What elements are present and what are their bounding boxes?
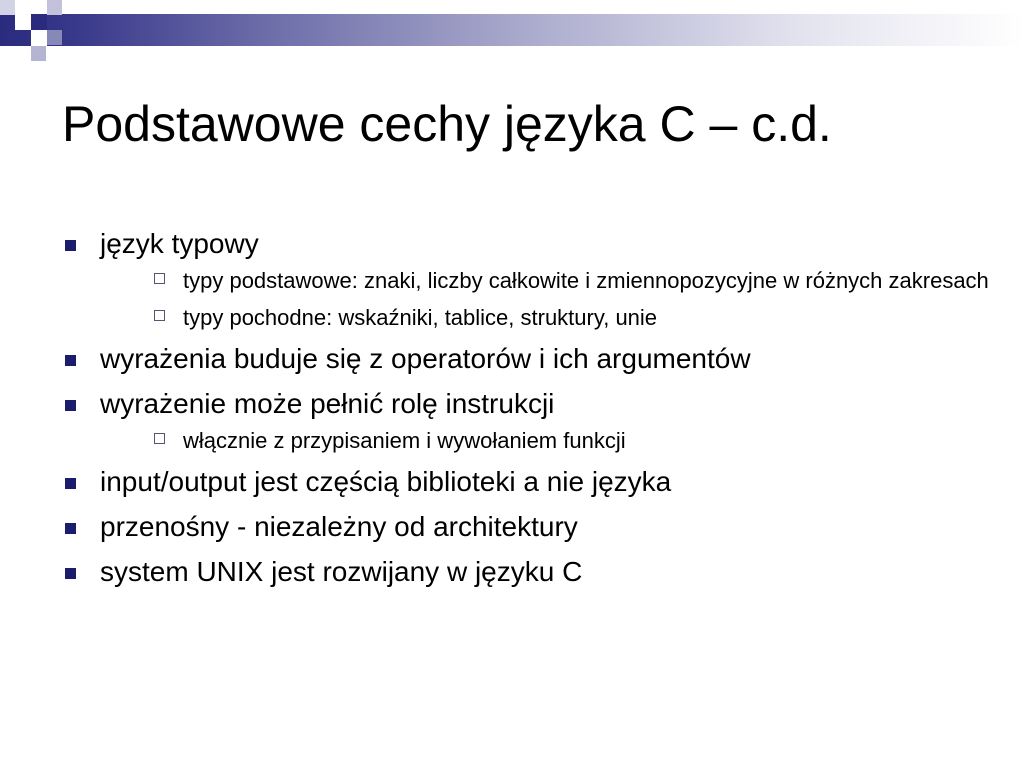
sub-bullet-list [100, 266, 989, 332]
square-bullet-icon [65, 240, 76, 251]
sub-bullet-item [138, 266, 993, 295]
square-bullet-icon [65, 355, 76, 366]
decorative-square [15, 14, 31, 30]
bullet-list [62, 226, 989, 599]
hollow-square-bullet-icon [154, 273, 165, 284]
bullet-item [62, 226, 989, 332]
sub-bullet-item [138, 426, 993, 455]
bullet-text: przenośny - niezależny od architektury [100, 511, 578, 542]
decorative-square [31, 30, 47, 46]
bullet-item [62, 554, 962, 590]
bullet-text: system UNIX jest rozwijany w języku C [100, 556, 583, 587]
decorative-square [47, 0, 62, 15]
bullet-text: wyrażenie może pełnić rolę instrukcji [100, 388, 555, 419]
header-gradient-band [0, 14, 1024, 46]
hollow-square-bullet-icon [154, 310, 165, 321]
bullet-item [62, 386, 962, 455]
sub-bullet-text: typy podstawowe: znaki, liczby całkowite i zmiennopozycyjne w różnych zakresach [183, 268, 989, 293]
sub-bullet-list [100, 426, 962, 455]
decorative-square [31, 46, 46, 61]
bullet-text: język typowy [100, 228, 259, 259]
bullet-item [62, 341, 962, 377]
slide-title: Podstawowe cechy języka C – c.d. [62, 96, 832, 152]
decorative-square [47, 30, 62, 45]
sub-bullet-text: typy pochodne: wskaźniki, tablice, struktury, unie [183, 305, 658, 330]
bullet-text: input/output jest częścią biblioteki a nie języka [100, 466, 672, 497]
hollow-square-bullet-icon [154, 433, 165, 444]
bullet-item [62, 464, 962, 500]
bullet-item [62, 509, 962, 545]
sub-bullet-text: włącznie z przypisaniem i wywołaniem funkcji [183, 428, 626, 453]
square-bullet-icon [65, 568, 76, 579]
decorative-square [0, 0, 15, 15]
sub-bullet-item [138, 303, 993, 332]
bullet-text: wyrażenia buduje się z operatorów i ich argumentów [100, 343, 751, 374]
square-bullet-icon [65, 523, 76, 534]
square-bullet-icon [65, 400, 76, 411]
square-bullet-icon [65, 478, 76, 489]
decorative-square [31, 14, 47, 30]
